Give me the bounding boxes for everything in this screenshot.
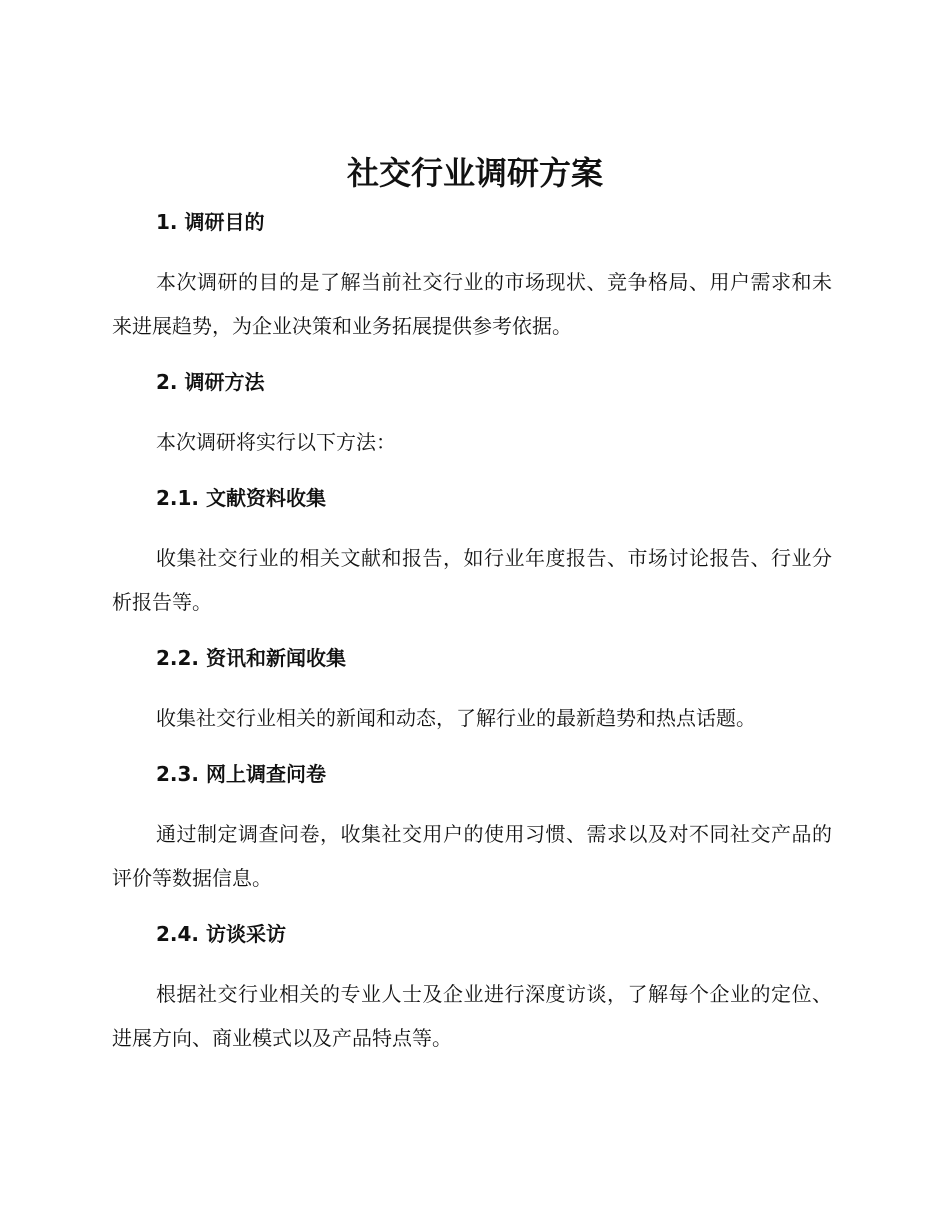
section-research-purpose: [112, 202, 832, 348]
section-heading: 2.2. 资讯和新闻收集: [156, 646, 346, 670]
section-paragraph: 本次调研的目的是了解当前社交行业的市场现状、竞争格局、用户需求和未来进展趋势，为企业决策和业务拓展提供参考依据。: [112, 270, 832, 338]
section-online-survey: [112, 754, 832, 900]
section-heading: 2. 调研方法: [156, 370, 265, 394]
section-paragraph: 通过制定调查问卷，收集社交用户的使用习惯、需求以及对不同社交产品的评价等数据信息。: [112, 822, 832, 890]
section-interviews: [112, 914, 832, 1060]
section-heading: 2.3. 网上调查问卷: [156, 762, 326, 786]
section-heading: 1. 调研目的: [156, 210, 265, 234]
section-news-collection: [112, 638, 832, 740]
section-paragraph: 收集社交行业相关的新闻和动态，了解行业的最新趋势和热点话题。: [156, 706, 756, 730]
document-title: 社交行业调研方案: [346, 154, 603, 192]
section-research-method: [112, 362, 832, 464]
section-paragraph: 本次调研将实行以下方法：: [156, 430, 396, 454]
section-heading: 2.1. 文献资料收集: [156, 486, 326, 510]
section-heading: 2.4. 访谈采访: [156, 922, 286, 946]
document-body: [112, 202, 832, 1060]
section-literature-collection: [112, 478, 832, 624]
section-paragraph: 根据社交行业相关的专业人士及企业进行深度访谈，了解每个企业的定位、进展方向、商业模式以及产品特点等。: [112, 982, 832, 1050]
section-paragraph: 收集社交行业的相关文献和报告，如行业年度报告、市场讨论报告、行业分析报告等。: [112, 546, 832, 614]
